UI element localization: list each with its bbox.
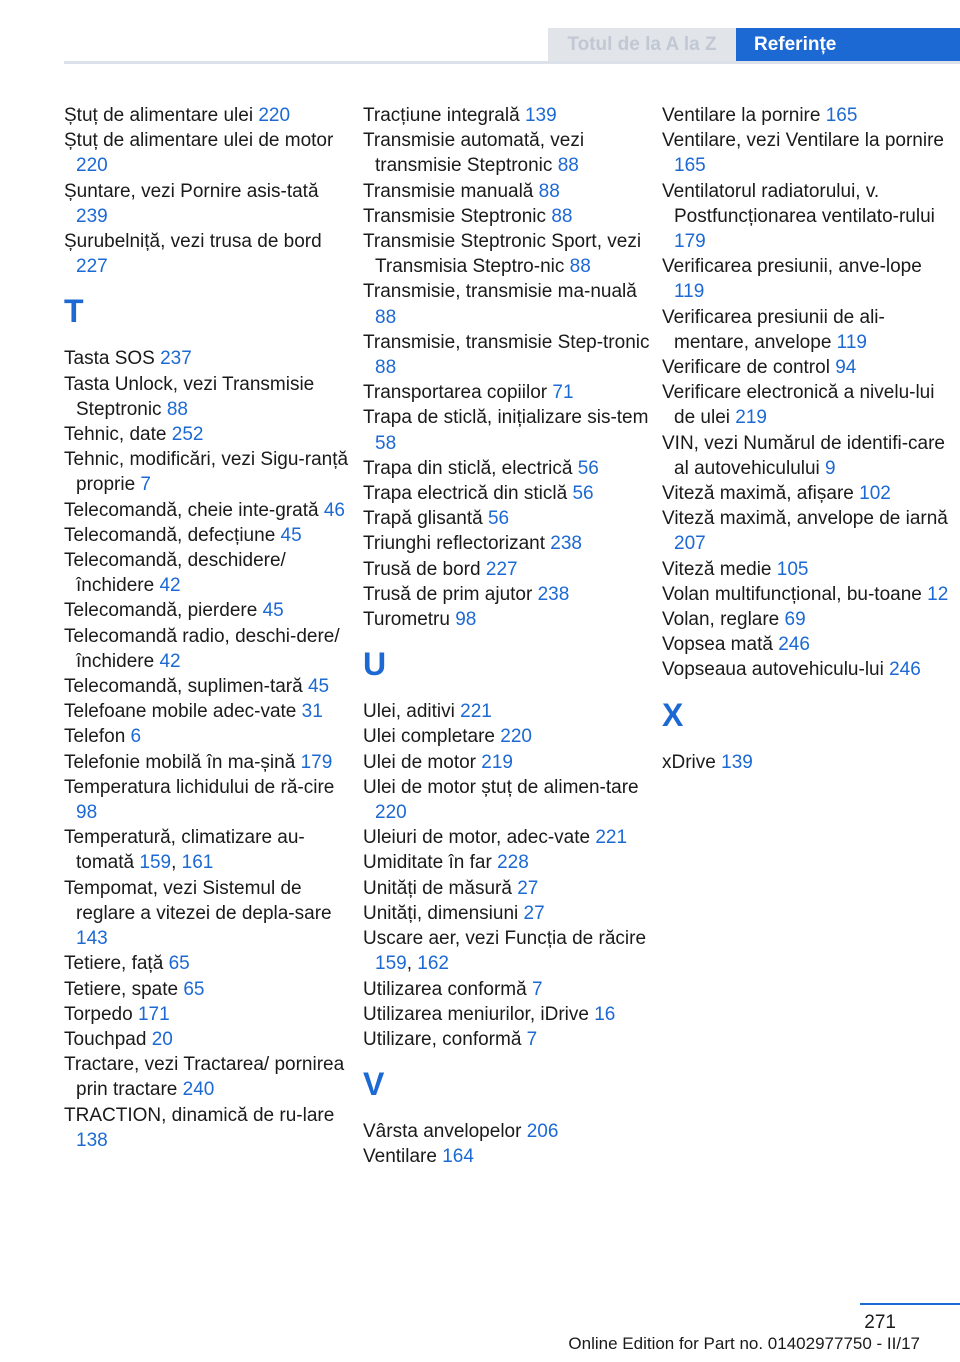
index-entry [662,305,952,355]
index-entry-text: Tehnic, modificări, vezi Sigu‐ranță proprie [64,449,349,496]
header-section-tab: Totul de la A la Z [548,28,736,62]
index-entry-text: Ventilare la pornire [662,105,826,126]
page-reference-link[interactable]: 56 [487,508,510,530]
page-reference-link[interactable]: 143 [76,928,108,950]
index-entry [363,229,653,279]
index-entry [64,1103,354,1153]
index-entry [363,876,653,901]
index-entry [662,582,952,607]
page-reference-link[interactable]: 12 [927,583,949,605]
page-reference-link[interactable]: 65 [183,978,205,1000]
page-reference-link[interactable]: 139 [524,105,557,126]
page-reference-link[interactable]: 220 [500,726,532,748]
page-reference-link[interactable]: 221 [460,701,492,723]
index-entry-text: Ulei completare [363,726,501,748]
index-entry-text: Viteză maximă, anvelope de iarnă [662,508,948,530]
index-entry-text: VIN, vezi Numărul de identifi‐care al autovehiculului [662,432,945,479]
index-entry-text: Trapa electrică din sticlă [363,483,573,505]
page-reference-link[interactable]: 31 [301,701,323,723]
page-reference-link[interactable]: 138 [76,1129,108,1151]
index-entry-text: Vopsea mată [662,634,779,656]
page-reference-link[interactable]: 71 [552,382,574,404]
index-entry [662,657,952,682]
page-reference-link[interactable]: 252 [171,424,204,446]
index-entry [363,279,653,329]
index-entry-text: Ventilatorul radiatorului, v. Postfuncționarea ventilato‐rului [662,180,935,227]
index-entry-text: Ulei, aditivi [363,701,461,723]
page-reference-link[interactable]: 159 [139,852,172,874]
page-reference-link[interactable]: 88 [551,205,573,227]
index-entry [662,179,952,255]
index-entry [662,481,952,506]
index-entry [662,607,952,632]
index-entry [64,229,354,279]
page-reference-link[interactable]: 228 [497,852,529,874]
edition-footer: Online Edition for Part no. 01402977750 - II/17 [568,1334,920,1353]
index-entry [64,103,354,128]
page-reference-link[interactable]: 20 [151,1028,173,1050]
index-entry-text: Trapa din sticlă, electrică [363,457,578,479]
page-reference-link[interactable]: 58 [375,432,397,454]
page-reference-link[interactable]: 88 [538,180,560,202]
index-entry [363,531,653,556]
index-column-3 [662,103,952,775]
index-entry [64,775,354,825]
index-entry-text: Vârsta anvelopelor [363,1121,527,1143]
index-entry-text: Utilizare, conformă [363,1028,527,1050]
index-entry-text: Ulei de motor [363,751,482,773]
index-column-2 [363,103,653,1170]
index-entry [64,674,354,699]
index-entry-text: Telefonie mobilă în ma‐șină [64,751,301,773]
index-entry [363,724,653,749]
index-entry [662,557,952,582]
index-entry-text: Ulei de motor ștuț de alimen‐tare [363,776,639,798]
index-entry [363,607,653,632]
index-entry-text: Ștuț de alimentare ulei [64,105,259,126]
page-reference-link[interactable]: 69 [784,609,806,631]
index-entry-text: Trusă de prim ajutor [363,583,538,605]
index-entry [64,447,354,497]
index-entry-text: Transmisie Steptronic [363,205,552,227]
page-reference-link[interactable]: 219 [481,751,513,773]
page-reference-link[interactable]: 246 [889,659,921,681]
page-reference-link[interactable]: 94 [835,357,857,379]
page-number: 271 [864,1312,896,1333]
index-entry [64,422,354,447]
page-reference-link[interactable]: 238 [550,533,582,555]
page-reference-link[interactable]: 27 [517,877,539,899]
index-entry [363,405,653,455]
page-reference-link[interactable]: 162 [417,953,449,975]
index-entry-text: Telecomandă radio, deschi‐dere/închidere [64,625,340,672]
page-reference-link[interactable]: 164 [442,1146,474,1168]
page-reference-link[interactable]: 45 [307,676,330,698]
index-entry [64,548,354,598]
index-entry-text: Tractare, vezi Tractarea/ pornirea prin tractare [64,1054,345,1101]
index-entry-text: Turometru [363,609,456,631]
index-entry-text: Viteză medie [662,558,777,580]
index-entry-text: Tempomat, vezi Sistemul de reglare a vitezei de depla‐sare [64,877,332,924]
index-entry-text: Tasta Unlock, vezi Transmisie Steptronic [64,373,315,420]
index-entry [64,498,354,523]
index-entry-text: Ventilare [363,1146,443,1168]
page-reference-link[interactable]: 179 [674,231,706,253]
page-reference-link[interactable]: 221 [595,827,628,849]
index-entry [662,632,952,657]
page-reference-link[interactable]: 16 [594,1003,616,1025]
index-entry-text: Utilizarea conformă [363,978,532,1000]
index-entry [64,346,354,371]
index-entry-text: Transportarea copiilor [363,382,553,404]
index-entry-text: Transmisie, transmisie Step‐tronic [363,331,650,353]
page-reference-link[interactable]: 6 [130,726,142,748]
index-entry [363,179,653,204]
index-entry [662,254,952,304]
index-entry-text: Șuntare, vezi Pornire asis‐tată [64,180,319,202]
index-entry [363,775,653,825]
page-reference-link[interactable]: 165 [825,105,858,126]
index-entry-text: Trapa de sticlă, inițializare sis‐tem [363,407,649,429]
index-entry [64,724,354,749]
page-reference-link[interactable]: 98 [455,609,477,631]
index-letter-heading: U [363,646,387,683]
index-entry-text: Transmisie manuală [363,180,539,202]
index-entry [64,951,354,976]
index-entry [64,598,354,623]
index-entry-text: Ventilare, vezi Ventilare la pornire [662,130,944,152]
index-entry: Uscare aer, vezi Funcția de răcire 159, 162 [363,928,647,975]
index-entry-text: Viteză maximă, afișare [662,483,860,505]
page-reference-link[interactable]: 227 [485,558,518,580]
index-letter-heading: V [363,1066,385,1103]
index-entry-text: Triunghi reflectorizant [363,533,551,555]
index-entry [64,128,354,178]
index-entry-text: Telecomandă, suplimen‐tară [64,676,308,698]
page-reference-link[interactable]: 102 [859,483,891,505]
index-entry [363,1144,653,1169]
index-entry [64,523,354,548]
page-reference-link[interactable]: 171 [137,1003,170,1025]
index-entry [64,750,354,775]
index-entry-text: Uleiuri de motor, adec‐vate [363,827,596,849]
index-entry [363,901,653,926]
index-entry [363,103,653,128]
index-entry-text: Tehnic, date [64,424,172,446]
index-entry [64,372,354,422]
page-reference-link[interactable]: 238 [537,583,570,605]
page-reference-link[interactable]: 27 [523,902,545,924]
index-entry-text: Șurubelniță, vezi trusa de bord [64,231,322,253]
index-entry-text: Transmisie Steptronic Sport, vezi Transmisia Steptro‐nic [363,231,642,278]
index-entry [64,876,354,952]
index-entry [64,1052,354,1102]
index-entry [662,103,952,128]
index-entry [363,506,653,531]
index-entry [363,699,653,724]
page-reference-link[interactable]: 7 [531,978,543,1000]
index-entry [662,380,952,430]
page-reference-link[interactable]: 56 [572,483,594,505]
page-reference-link[interactable]: 179 [300,751,333,773]
index-entry [64,624,354,674]
index-entry-text: Vopseaua autovehiculu‐lui [662,659,890,681]
page-reference-link[interactable]: 9 [825,457,836,479]
index-entry-text: Volan, reglare [662,609,785,631]
index-entry-text: Tracțiune integrală [363,105,525,126]
index-entry [662,355,952,380]
page-reference-link[interactable]: 220 [375,802,407,824]
index-entry-text: Verificarea presiunii, anve‐lope [662,256,922,278]
index-entry-text: Volan multifuncțional, bu‐toane [662,583,928,605]
page-reference-link[interactable]: 219 [735,407,767,429]
index-entry-text: Telecomandă, pierdere [64,600,263,622]
page-reference-link[interactable]: 240 [182,1079,215,1101]
page-reference-link[interactable]: 7 [140,474,151,496]
index-entry-text: TRACTION, dinamică de ru‐lare [64,1104,335,1126]
page-reference-link[interactable]: 207 [674,533,706,555]
index-entry-text: Unități de măsură [363,877,518,899]
index-entry-text: Unități, dimensiuni [363,902,524,924]
index-entry [64,977,354,1002]
index-entry-text: Ștuț de alimentare ulei de motor [64,130,334,152]
index-entry-text: Telecomandă, cheie inte‐grată [64,499,324,521]
index-entry-text: Trusă de bord [363,558,486,580]
index-entry-text: Torpedo [64,1003,138,1025]
index-entry [363,850,653,875]
index-entry [363,204,653,229]
index-column-1 [64,103,354,1153]
page-reference-link[interactable]: 239 [76,205,108,227]
page-reference-link[interactable]: 45 [262,600,284,622]
index-entry [363,456,653,481]
index-entry [64,699,354,724]
index-entry [64,1002,354,1027]
index-letter-heading: X [662,696,684,733]
page-reference-link[interactable]: 88 [375,306,397,328]
index-entry [662,128,952,178]
page-reference-link[interactable]: 159 [375,953,407,975]
page-reference-link[interactable]: 246 [778,634,810,656]
header-rule [64,61,960,64]
header-chapter-tab: Referințe [736,28,960,62]
index-entry [363,557,653,582]
index-entry-text: Touchpad [64,1028,152,1050]
index-entry [363,1027,653,1052]
page-reference-link[interactable]: 45 [280,524,302,546]
page-reference-link[interactable]: 237 [160,348,192,370]
page-reference-link[interactable]: 88 [569,256,591,278]
page-reference-link[interactable]: 206 [526,1121,559,1143]
page-reference-link[interactable]: 56 [577,457,599,479]
index-entry-text: Transmisie, transmisie ma‐nuală [363,281,637,303]
page-reference-link[interactable]: 46 [323,499,345,521]
page-reference-link[interactable]: 119 [836,331,867,353]
page-reference-link[interactable]: 165 [674,155,706,177]
page-reference-link[interactable]: 227 [76,256,108,278]
index-entry-text: Telefon [64,726,131,748]
index-entry [363,380,653,405]
page-reference-link[interactable]: 105 [776,558,809,580]
index-entry-text: Tetiere, spate [64,978,184,1000]
index-entry-text: Verificarea presiunii de ali‐mentare, anvelope [662,306,885,353]
index-entry-text: Verificare de control [662,357,836,379]
page-reference-link[interactable]: 42 [159,575,181,597]
page-reference-link[interactable]: 65 [168,953,190,975]
index-entry [363,1119,653,1144]
index-entry-text: Tasta SOS [64,348,161,370]
index-entry [662,431,952,481]
index-entry-text: Temperatură, climatizare au‐tomată [64,827,305,874]
index-entry [363,977,653,1002]
page-reference-link[interactable]: 139 [721,751,753,773]
page-reference-link[interactable]: 98 [76,802,98,824]
index-entry-text: Telefoane mobile adec‐vate [64,701,302,723]
index-entry-text: Temperatura lichidului de ră‐cire [64,776,335,798]
page-reference-link[interactable]: 220 [76,155,108,177]
index-letter-heading: T [64,293,84,330]
index-entry-text: Telecomandă, deschidere/ închidere [64,550,286,597]
page-reference-link[interactable]: 42 [159,650,181,672]
index-entry-text: Transmisie automată, vezi transmisie Steptronic [363,130,585,177]
index-entry-text: Uscare aer, vezi Funcția de răcire [363,928,647,950]
index-entry [363,330,653,380]
page-reference-link[interactable]: 88 [375,357,397,379]
index-entry-text: Trapă glisantă [363,508,488,530]
page-reference-link[interactable]: 119 [674,281,705,303]
index-entry [662,750,952,775]
page-reference-link[interactable]: 7 [526,1028,538,1050]
index-entry-text: Tetiere, față [64,953,169,975]
index-entry [363,481,653,506]
footer-rule [860,1303,960,1305]
page-reference-link[interactable]: 88 [166,398,188,420]
index-entry-text: xDrive [662,751,722,773]
page-reference-link[interactable]: 220 [258,105,291,126]
index-entry [363,1002,653,1027]
index-entry [64,1027,354,1052]
page-reference-link[interactable]: 161 [181,852,214,874]
index-entry-text: Telecomandă, defecțiune [64,524,281,546]
page-reference-link[interactable]: 88 [557,155,579,177]
index-entry [64,179,354,229]
index-entry [363,128,653,178]
index-entry [662,506,952,556]
index-entry: Temperatură, climatizare au‐tomată 159, 161 [64,827,305,874]
index-entry [363,750,653,775]
index-entry-text: Verificare electronică a nivelu‐lui de ulei [662,382,935,429]
index-entry [363,825,653,850]
index-entry-text: Umiditate în far [363,852,498,874]
index-entry [363,582,653,607]
index-entry-text: Utilizarea meniurilor, iDrive [363,1003,595,1025]
